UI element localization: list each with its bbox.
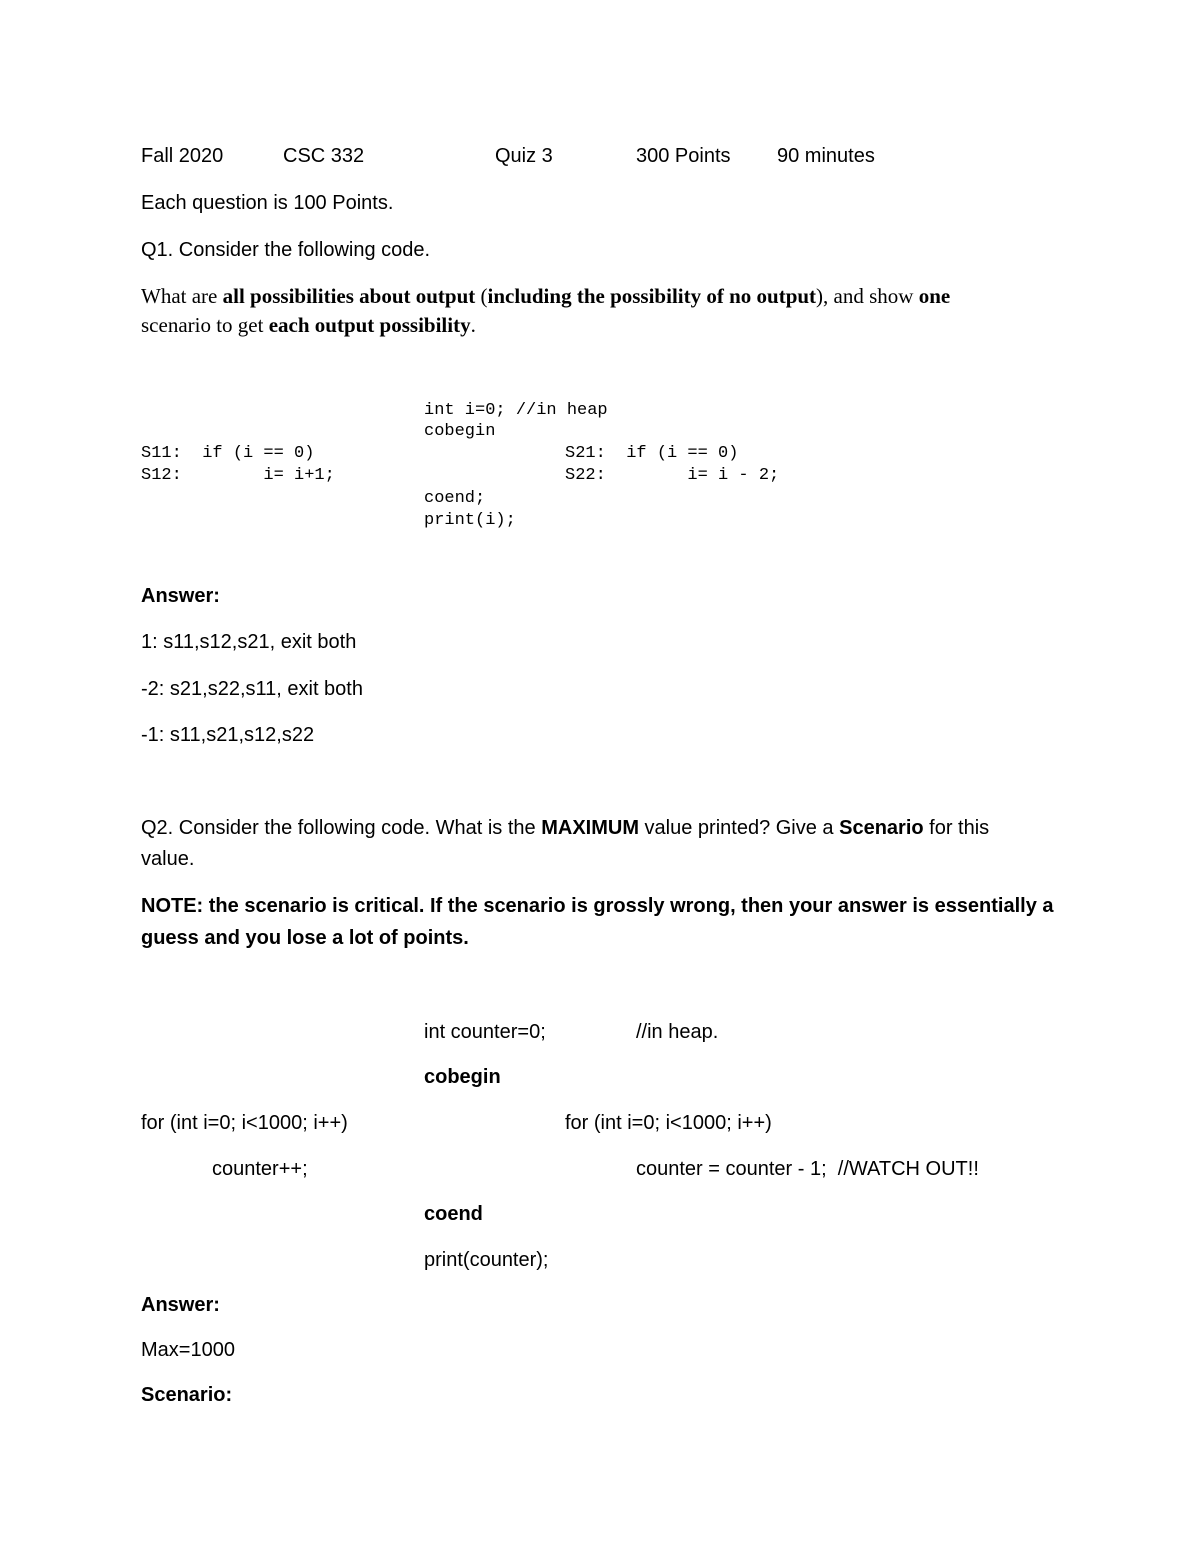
q1-code-coend: coend; [424, 489, 486, 508]
q2-code-body-left: counter++; [212, 1158, 308, 1180]
header-duration: 90 minutes [777, 145, 875, 167]
q2-answer-value: Max=1000 [141, 1339, 235, 1361]
q1-answer-item: -1: s11,s21,s12,s22 [141, 724, 315, 746]
header-points: 300 Points [636, 145, 731, 167]
q2-code-body-right: counter = counter - 1; //WATCH OUT!! [636, 1158, 979, 1180]
q2-scenario-label: Scenario: [141, 1384, 233, 1406]
q1-code-s11: S11: if (i == 0) [141, 444, 315, 463]
q2-answer-label: Answer: [141, 1294, 220, 1316]
q1-prompt-line1: What are all possibilities about output (including the possibility of no output), and show one [141, 284, 951, 308]
q2-prompt-line2: value. [141, 848, 195, 870]
q2-note-line2: guess and you lose a lot of points. [141, 927, 469, 949]
intro-text: Each question is 100 Points. [141, 192, 394, 214]
q1-code-cobegin: cobegin [424, 422, 496, 441]
q2-code-decl: int counter=0; [424, 1021, 546, 1043]
q2-code-cobegin: cobegin [424, 1066, 501, 1088]
q1-code-s21: S21: if (i == 0) [565, 444, 739, 463]
q1-code-print: print(i); [424, 511, 516, 530]
q2-code-coend: coend [424, 1203, 483, 1225]
q1-answer-item: 1: s11,s12,s21, exit both [141, 631, 357, 653]
q2-code-for-right: for (int i=0; i<1000; i++) [565, 1112, 772, 1134]
header-term: Fall 2020 [141, 145, 224, 167]
q1-answer-label: Answer: [141, 585, 220, 607]
q2-code-comment: //in heap. [636, 1021, 719, 1043]
q1-answer-item: -2: s21,s22,s11, exit both [141, 678, 363, 700]
q2-code-print: print(counter); [424, 1249, 549, 1271]
header-course: CSC 332 [283, 145, 365, 167]
q1-code-s12: S12: i= i+1; [141, 466, 335, 485]
q1-code-s22: S22: i= i - 2; [565, 466, 780, 485]
q2-code-for-left: for (int i=0; i<1000; i++) [141, 1112, 348, 1134]
q2-prompt-line1: Q2. Consider the following code. What is the MAXIMUM value printed? Give a Scenario for this [141, 817, 990, 839]
q1-title: Q1. Consider the following code. [141, 239, 431, 261]
q2-note-line1: NOTE: the scenario is critical. If the scenario is grossly wrong, then your answer is essentially a [141, 895, 1054, 917]
q1-code-decl: int i=0; //in heap [424, 401, 608, 420]
q1-prompt-line2: scenario to get each output possibility. [141, 313, 476, 337]
header-quiz: Quiz 3 [495, 145, 553, 167]
